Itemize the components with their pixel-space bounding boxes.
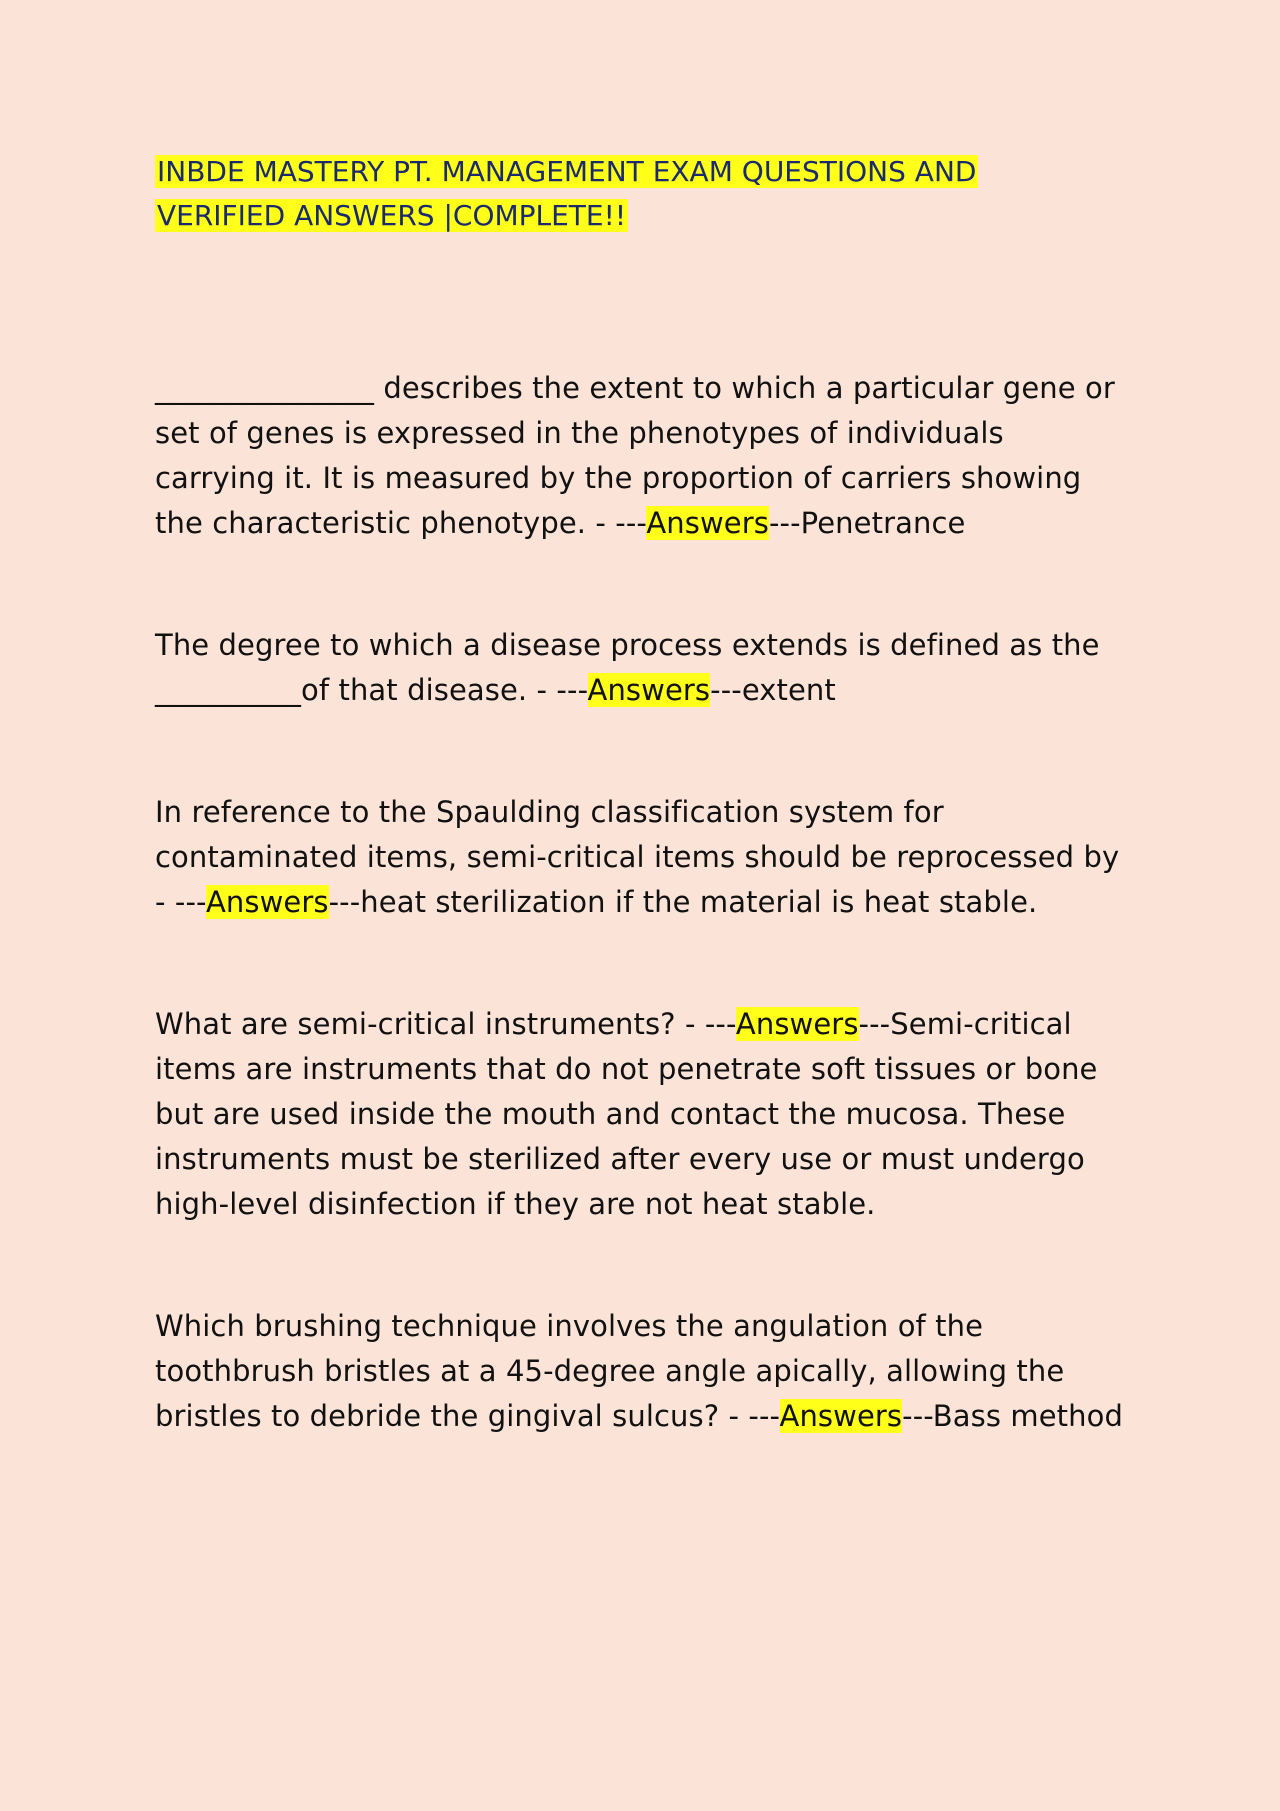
qa-item-4: [155, 1002, 1130, 1227]
question-text: What are semi-critical instruments? - ---: [155, 1007, 736, 1041]
answers-marker: Answers: [779, 1399, 903, 1433]
question-text: In reference to the Spaulding classification system for contaminated items, semi-critical items should be reprocessed by - ---: [155, 795, 1120, 919]
qa-item-1: [155, 366, 1130, 546]
answer-text: ---Semi-critical items are instruments that do not penetrate soft tissues or bone but are used inside the mouth and contact the mucosa. These instruments must be sterilized after every use or must undergo high-level disinfection if they are not heat stable.: [155, 1007, 1098, 1221]
answers-marker: Answers: [735, 1007, 859, 1041]
answer-text: ---Bass method: [902, 1399, 1123, 1433]
document-page: [155, 150, 1130, 1439]
answers-marker: Answers: [205, 885, 329, 919]
qa-item-3: [155, 790, 1130, 925]
qa-item-5: [155, 1304, 1130, 1439]
title-line-2: VERIFIED ANSWERS |COMPLETE!!: [157, 199, 627, 232]
answers-marker: Answers: [587, 673, 711, 707]
document-title: [155, 150, 1130, 238]
question-text: _______________ describes the extent to which a particular gene or set of genes is expressed in the phenotypes of individuals carrying it. It is measured by the proportion of carriers showing the characteristic phenotype. - ---: [155, 371, 1115, 540]
question-text: Which brushing technique involves the angulation of the toothbrush bristles at a 45-degree angle apically, allowing the bristles to debride the gingival sulcus? - ---: [155, 1309, 1065, 1433]
question-text: The degree to which a disease process extends is defined as the __________of that disease. - ---: [155, 628, 1100, 707]
answer-text: ---Penetrance: [768, 506, 966, 540]
answer-text: ---extent: [710, 673, 836, 707]
title-line-1: INBDE MASTERY PT. MANAGEMENT EXAM QUESTIONS AND: [157, 155, 977, 188]
answer-text: ---heat sterilization if the material is heat stable.: [328, 885, 1038, 919]
answers-marker: Answers: [646, 506, 769, 540]
qa-item-2: [155, 623, 1130, 713]
